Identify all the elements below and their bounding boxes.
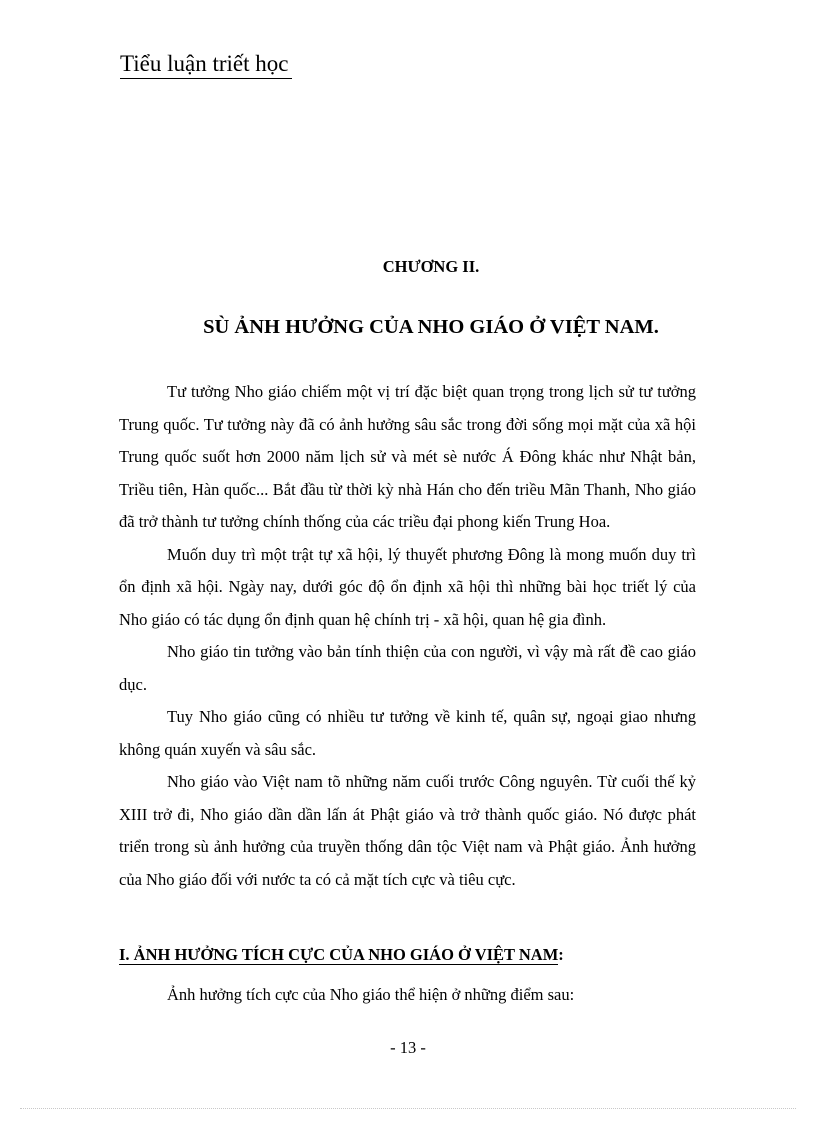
paragraph: Tư tưởng Nho giáo chiếm một vị trí đặc biệt quan trọng trong lịch sử tư tưởng Trung quốc. Tư tưởng này đã có ảnh hưởng sâu sắc trong đời sống mọi mặt của xã hội Trung quốc suốt hơn 2000 năm lịch sử và mét sè nước Á Đông khác như Nhật bản, Triều tiên, Hàn quốc... Bắt đầu từ thời kỳ nhà Hán cho đến triều Mãn Thanh, Nho giáo đã trở thành tư tưởng chính thống của các triều đại phong kiến Trung Hoa. xyxy=(119,382,696,531)
chapter-title: SÙ ẢNH HƯỞNG CỦA NHO GIÁO Ở VIỆT NAM. xyxy=(203,316,659,338)
footer-divider xyxy=(20,1108,796,1109)
body-text xyxy=(119,376,696,896)
paragraph: Nho giáo vào Việt nam tõ những năm cuối trước Công nguyên. Từ cuối thế kỷ XIII trở đi, Nho giáo dần dần lấn át Phật giáo và trở thành quốc giáo. Nó được phát triển trong sù ảnh hưởng của truyền thống dân tộc Việt nam và Phật giáo. Ảnh hưởng của Nho giáo đối với nước ta có cả mặt tích cực và tiêu cực. xyxy=(119,772,696,889)
paragraph: Muốn duy trì một trật tự xã hội, lý thuyết phương Đông là mong muốn duy trì ổn định xã hội. Ngày nay, dưới góc độ ổn định xã hội thì những bài học triết lý của Nho giáo có tác dụng ổn định quan hệ chính trị - xã hội, quan hệ gia đình. xyxy=(119,544,696,629)
section-heading-suffix: : xyxy=(558,945,564,964)
running-header-title: Tiểu luận triết học xyxy=(120,50,292,79)
section-heading-text: I. ẢNH HƯỞNG TÍCH CỰC CỦA NHO GIÁO Ở VIỆT NAM xyxy=(119,945,559,964)
section-intro: Ảnh hưởng tích cực của Nho giáo thể hiện ở những điểm sau: xyxy=(167,985,575,1004)
paragraph: Tuy Nho giáo cũng có nhiều tư tưởng về kinh tế, quân sự, ngoại giao nhưng không quán xuyến và sâu sắc. xyxy=(119,707,696,759)
paragraph: Nho giáo tin tưởng vào bản tính thiện của con người, vì vậy mà rất đề cao giáo dục. xyxy=(119,642,696,694)
section-heading xyxy=(119,945,564,965)
chapter-number: CHƯƠNG II. xyxy=(382,257,480,276)
page-number: - 13 - xyxy=(390,1038,426,1057)
